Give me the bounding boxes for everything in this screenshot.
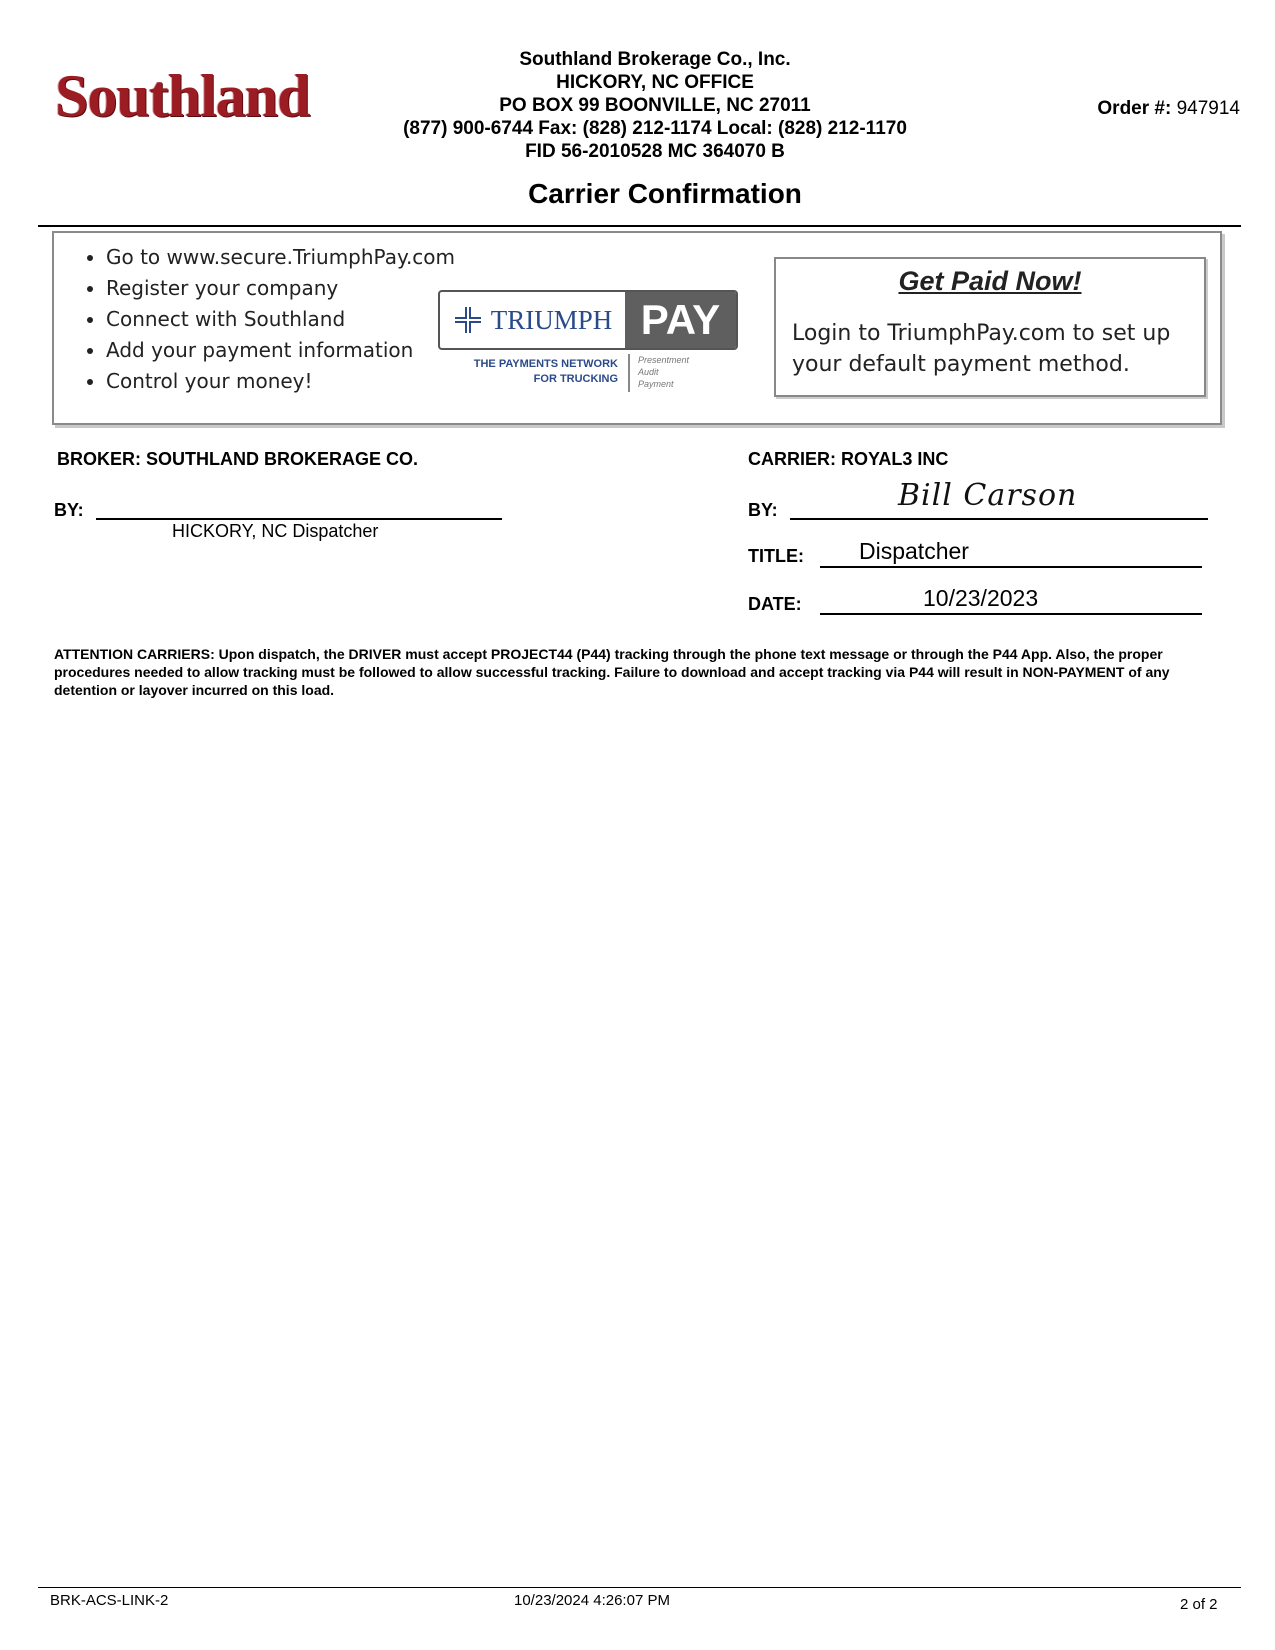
pay-wordmark: PAY	[625, 292, 736, 348]
order-label: Order #:	[1097, 98, 1172, 119]
tagline-divider	[628, 354, 630, 392]
carrier-heading: CARRIER: ROYAL3 INC	[748, 449, 949, 469]
company-address: PO BOX 99 BOONVILLE, NC 27011	[499, 95, 811, 116]
carrier-date-value: 10/23/2023	[923, 585, 1039, 611]
triumph-logo-text: TRIUMPH	[490, 304, 613, 335]
carrier-by-label: BY:	[748, 500, 778, 520]
form-code: BRK-ACS-LINK-2	[50, 1592, 169, 1609]
company-name: Southland Brokerage Co., Inc.	[519, 49, 791, 70]
order-value: 947914	[1176, 98, 1240, 119]
company-phones: (877) 900-6744 Fax: (828) 212-1174 Local: (828) 212-1170	[403, 118, 907, 139]
list-item: • Go to www.secure.TriumphPay.com	[106, 242, 486, 273]
header-divider	[38, 225, 1241, 227]
order-number	[1040, 98, 1240, 120]
carrier-date-label: DATE:	[748, 594, 802, 614]
southland-logo: Southland	[55, 63, 310, 129]
carrier-title-label: TITLE:	[748, 546, 804, 566]
office-name: HICKORY, NC OFFICE	[556, 72, 754, 93]
broker-by-caption: HICKORY, NC Dispatcher	[172, 521, 379, 541]
tagline-line: THE PAYMENTS NETWORK	[473, 358, 618, 370]
company-info	[360, 48, 950, 163]
broker-by-label: BY:	[54, 500, 84, 520]
page-number: 2 of 2	[1180, 1596, 1218, 1613]
footer-divider	[38, 1587, 1241, 1588]
carrier-title-line	[820, 566, 1202, 568]
list-item: • Control your money!	[106, 366, 486, 397]
company-ids: FID 56-2010528 MC 364070 B	[525, 141, 785, 162]
triumph-subtags	[638, 354, 718, 390]
broker-heading: BROKER: SOUTHLAND BROKERAGE CO.	[57, 449, 419, 469]
get-paid-text: Login to TriumphPay.com to set up your default payment method.	[792, 321, 1171, 377]
subtag: Payment	[638, 379, 674, 389]
tagline-line: FOR TRUCKING	[533, 373, 618, 385]
list-item: • Register your company	[106, 273, 486, 304]
carrier-signature-line	[790, 518, 1208, 520]
get-paid-title: Get Paid Now!	[898, 266, 1082, 296]
carrier-signature: Bill Carson	[898, 478, 1078, 513]
triumphpay-logo	[438, 290, 738, 350]
carrier-date-line	[820, 613, 1202, 615]
subtag: Audit	[638, 367, 659, 377]
triumph-tagline	[440, 357, 618, 387]
broker-signature-line	[96, 518, 502, 520]
page-title: Carrier Confirmation	[528, 178, 802, 209]
list-item: • Add your payment information	[106, 335, 486, 366]
attention-notice: ATTENTION CARRIERS: Upon dispatch, the DRIVER must accept PROJECT44 (P44) tracking through the phone text message or through the P44 App. Also, the proper procedures needed to allow tracking must be followed to allow successful tracking. Failure to download and accept tracking via P44 will result in NON-PAYMENT of any detention or layover incurred on this load.	[54, 646, 1170, 698]
triumph-wordmark	[440, 292, 625, 348]
subtag: Presentment	[638, 355, 690, 365]
carrier-title-value: Dispatcher	[859, 538, 969, 564]
triumph-cross-icon	[453, 305, 483, 335]
list-item: • Connect with Southland	[106, 304, 486, 335]
signup-steps-list	[80, 242, 486, 397]
print-timestamp: 10/23/2024 4:26:07 PM	[514, 1592, 670, 1609]
